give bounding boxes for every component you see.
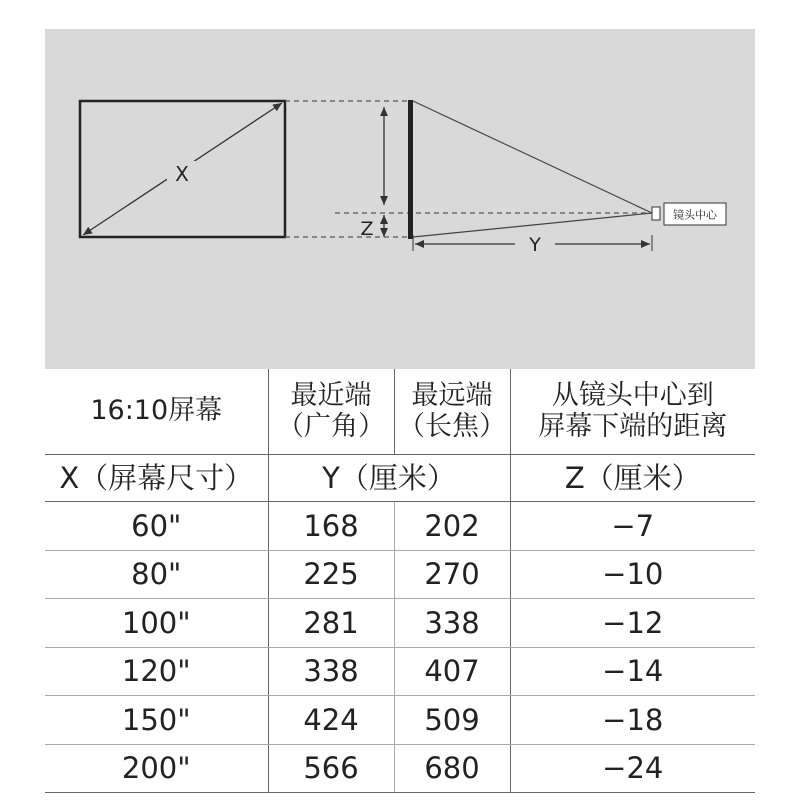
cell-size: 200" bbox=[45, 744, 268, 793]
table-row bbox=[45, 599, 755, 648]
lens-icon bbox=[652, 207, 660, 220]
projection-diagram-svg bbox=[45, 29, 755, 369]
cell-size: 80" bbox=[45, 550, 268, 599]
subheader-y: Y（厘米） bbox=[268, 455, 510, 502]
table-header-row bbox=[45, 369, 755, 455]
cell-z: −10 bbox=[510, 550, 755, 599]
header-screen: 16:10屏幕 bbox=[45, 369, 268, 455]
y-label: Y bbox=[529, 234, 541, 256]
cell-wide: 225 bbox=[268, 550, 394, 599]
cell-tele: 270 bbox=[394, 550, 510, 599]
lens-label: 镜头中心 bbox=[673, 208, 717, 222]
table-subheader-row bbox=[45, 455, 755, 502]
cell-size: 120" bbox=[45, 647, 268, 696]
header-tele bbox=[394, 369, 510, 455]
cell-wide: 424 bbox=[268, 696, 394, 745]
cell-tele: 407 bbox=[394, 647, 510, 696]
z-label: Z bbox=[360, 218, 374, 240]
table-row bbox=[45, 647, 755, 696]
cell-z: −12 bbox=[510, 599, 755, 648]
cell-z: −7 bbox=[510, 502, 755, 551]
screen-side-view bbox=[408, 100, 413, 239]
beam-top-line bbox=[413, 101, 652, 213]
projection-diagram bbox=[45, 29, 755, 369]
cell-z: −14 bbox=[510, 647, 755, 696]
header-distance-line1: 从镜头中心到 bbox=[551, 380, 714, 412]
header-wide-line1: 最近端 bbox=[290, 380, 372, 412]
cell-wide: 168 bbox=[268, 502, 394, 551]
cell-wide: 281 bbox=[268, 599, 394, 648]
cell-tele: 509 bbox=[394, 696, 510, 745]
table-row bbox=[45, 550, 755, 599]
cell-size: 60" bbox=[45, 502, 268, 551]
table-row bbox=[45, 744, 755, 793]
cell-tele: 202 bbox=[394, 502, 510, 551]
throw-distance-table bbox=[45, 369, 755, 793]
table-row bbox=[45, 696, 755, 745]
subheader-x: X（屏幕尺寸） bbox=[45, 455, 268, 502]
header-wide bbox=[268, 369, 394, 455]
cell-tele: 338 bbox=[394, 599, 510, 648]
cell-z: −18 bbox=[510, 696, 755, 745]
cell-size: 100" bbox=[45, 599, 268, 648]
cell-size: 150" bbox=[45, 696, 268, 745]
x-label: X bbox=[175, 162, 189, 186]
cell-tele: 680 bbox=[394, 744, 510, 793]
cell-wide: 566 bbox=[268, 744, 394, 793]
header-tele-line2: （长焦） bbox=[398, 410, 506, 442]
cell-z: −24 bbox=[510, 744, 755, 793]
subheader-z: Z（厘米） bbox=[510, 455, 755, 502]
header-tele-line1: 最远端 bbox=[411, 380, 493, 412]
header-distance bbox=[510, 369, 755, 455]
cell-wide: 338 bbox=[268, 647, 394, 696]
header-distance-line2: 屏幕下端的距离 bbox=[538, 410, 728, 442]
header-wide-line2: （广角） bbox=[277, 410, 385, 442]
table-row bbox=[45, 502, 755, 551]
